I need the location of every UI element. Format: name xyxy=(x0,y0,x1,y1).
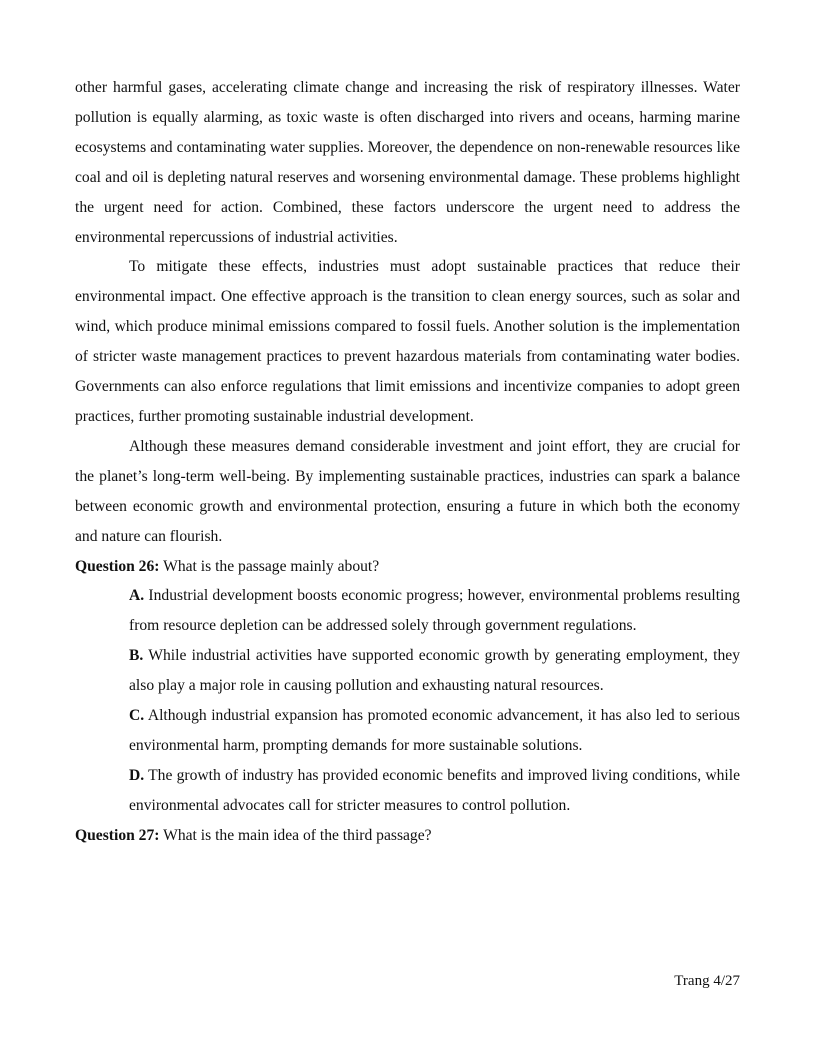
option-b[interactable] xyxy=(129,641,740,701)
passage-paragraph-3: Although these measures demand considerable investment and joint effort, they are crucial for the planet’s long-term well-being. By implementing sustainable practices, industries can spark a balance between economic growth and environmental protection, ensuring a future in which both the economy and nature can flourish. xyxy=(75,437,740,545)
option-b-text: While industrial activities have supported economic growth by generating employment, they also play a major role in causing pollution and exhausting natural resources. xyxy=(129,647,740,695)
passage-paragraph-2: To mitigate these effects, industries must adopt sustainable practices that reduce their environmental impact. One effective approach is the transition to clean energy sources, such as solar and wind, which produce minimal emissions compared to fossil fuels. Another solution is the implementation of stricter waste management practices to prevent hazardous materials from contaminating water bodies. Governments can also enforce regulations that limit emissions and incentivize companies to adopt green practices, further promoting sustainable industrial development. xyxy=(75,258,740,425)
document-body xyxy=(75,73,740,851)
option-a-letter: A. xyxy=(129,587,145,605)
option-c-text: Although industrial expansion has promoted economic advancement, it has also led to serious environmental harm, prompting demands for more sustainable solutions. xyxy=(129,707,740,754)
question-26-label: Question 26: xyxy=(75,557,160,575)
option-d-text: The growth of industry has provided economic benefits and improved living conditions, while environmental advocates call for stricter measures to control pollution. xyxy=(129,766,740,814)
question-26 xyxy=(75,552,740,582)
passage-paragraph-1: other harmful gases, accelerating climate change and increasing the risk of respiratory illnesses. Water pollution is equally alarming, as toxic waste is often discharged into rivers and oceans, harming marine ecosystems and contaminating water supplies. Moreover, the dependence on non-renewable resources like coal and oil is depleting natural reserves and worsening environmental damage. These problems highlight the urgent need for action. Combined, these factors underscore the urgent need to address the environmental repercussions of industrial activities. xyxy=(75,79,740,246)
question-27-text: What is the main idea of the third passage? xyxy=(163,826,432,844)
option-c[interactable] xyxy=(129,701,740,761)
option-d[interactable] xyxy=(129,761,740,821)
option-d-letter: D. xyxy=(129,766,145,784)
option-a-text: Industrial development boosts economic progress; however, environmental problems resulting from resource depletion can be addressed solely through government regulations. xyxy=(129,587,740,635)
option-a[interactable] xyxy=(129,581,740,641)
option-c-letter: C. xyxy=(129,707,145,725)
page-number: Trang 4/27 xyxy=(674,973,740,989)
question-26-text: What is the passage mainly about? xyxy=(163,557,380,575)
option-b-letter: B. xyxy=(129,647,144,665)
question-27-label: Question 27: xyxy=(75,826,160,844)
question-27 xyxy=(75,821,740,851)
